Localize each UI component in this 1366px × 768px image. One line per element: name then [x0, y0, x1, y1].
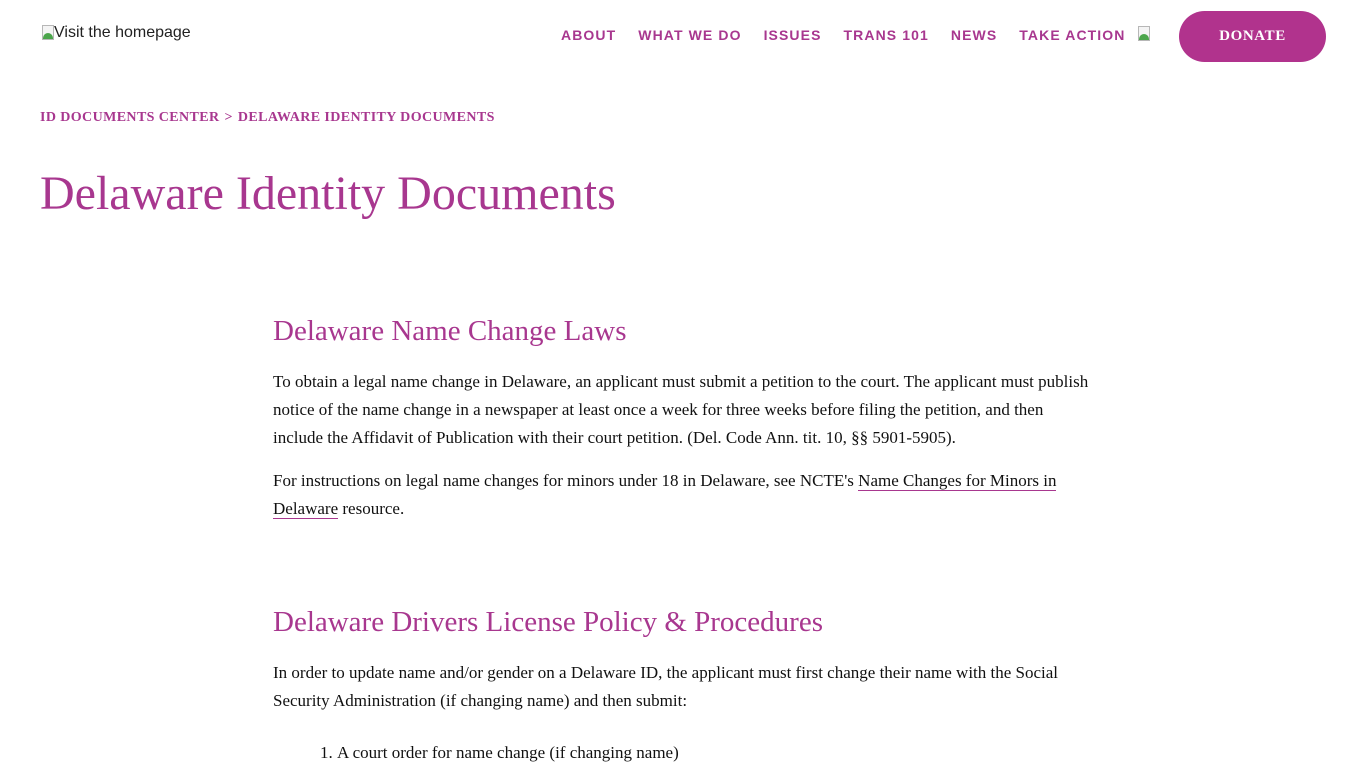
minors-text-after: resource.	[338, 499, 405, 518]
main-nav	[561, 26, 1148, 44]
drivers-license-paragraph: In order to update name and/or gender on a Delaware ID, the applicant must first change their name with the Social Security Administration (if changing name) and then submit:	[273, 663, 1059, 710]
section-heading: Delaware Drivers License Policy & Procedures	[273, 606, 823, 638]
name-change-laws-section	[273, 310, 1093, 523]
broken-image-icon	[40, 25, 56, 41]
nav-about[interactable]: ABOUT	[561, 27, 617, 43]
breadcrumb	[40, 110, 495, 126]
breadcrumb-delaware-identity-documents[interactable]: DELAWARE IDENTITY DOCUMENTS	[237, 110, 495, 125]
donate-button[interactable]: DONATE	[1179, 11, 1326, 62]
nav-take-action[interactable]: TAKE ACTION	[1019, 27, 1126, 43]
name-changes-for-minors-link[interactable]: Name Changes for Minors in Delaware	[273, 471, 1057, 518]
nav-news[interactable]: NEWS	[950, 27, 998, 43]
requirements-list	[273, 739, 1093, 767]
nav-what-we-do[interactable]: WHAT WE DO	[638, 27, 742, 43]
minors-text-before: For instructions on legal name changes for minors under 18 in Delaware, see NCTE's	[273, 471, 859, 490]
breadcrumb-separator: >	[224, 110, 233, 125]
nav-issues[interactable]: ISSUES	[763, 27, 822, 43]
homepage-logo-link[interactable]	[40, 24, 191, 42]
logo-alt-text: Visit the homepage	[54, 24, 191, 41]
nav-trans-101[interactable]: TRANS 101	[843, 27, 929, 43]
search-image-icon[interactable]	[1136, 26, 1152, 42]
breadcrumb-id-documents-center[interactable]: ID DOCUMENTS CENTER	[40, 110, 220, 125]
minors-paragraph	[273, 467, 1093, 523]
list-item: 1. A court order for name change (if changing name)	[337, 739, 1093, 767]
page-title: Delaware Identity Documents	[40, 167, 616, 220]
name-change-paragraph: To obtain a legal name change in Delaware, an applicant must submit a petition to the court. The applicant must publish notice of the name change in a newspaper at least once a week for three weeks before filing the petition, and then include the Affidavit of Publication with their court petition. (Del. Code Ann. tit. 10, §§ 5901-5905).	[273, 372, 1089, 447]
drivers-license-section	[273, 601, 1093, 767]
main-content	[273, 310, 1093, 762]
section-heading: Delaware Name Change Laws	[273, 315, 627, 347]
site-header	[0, 0, 1366, 80]
